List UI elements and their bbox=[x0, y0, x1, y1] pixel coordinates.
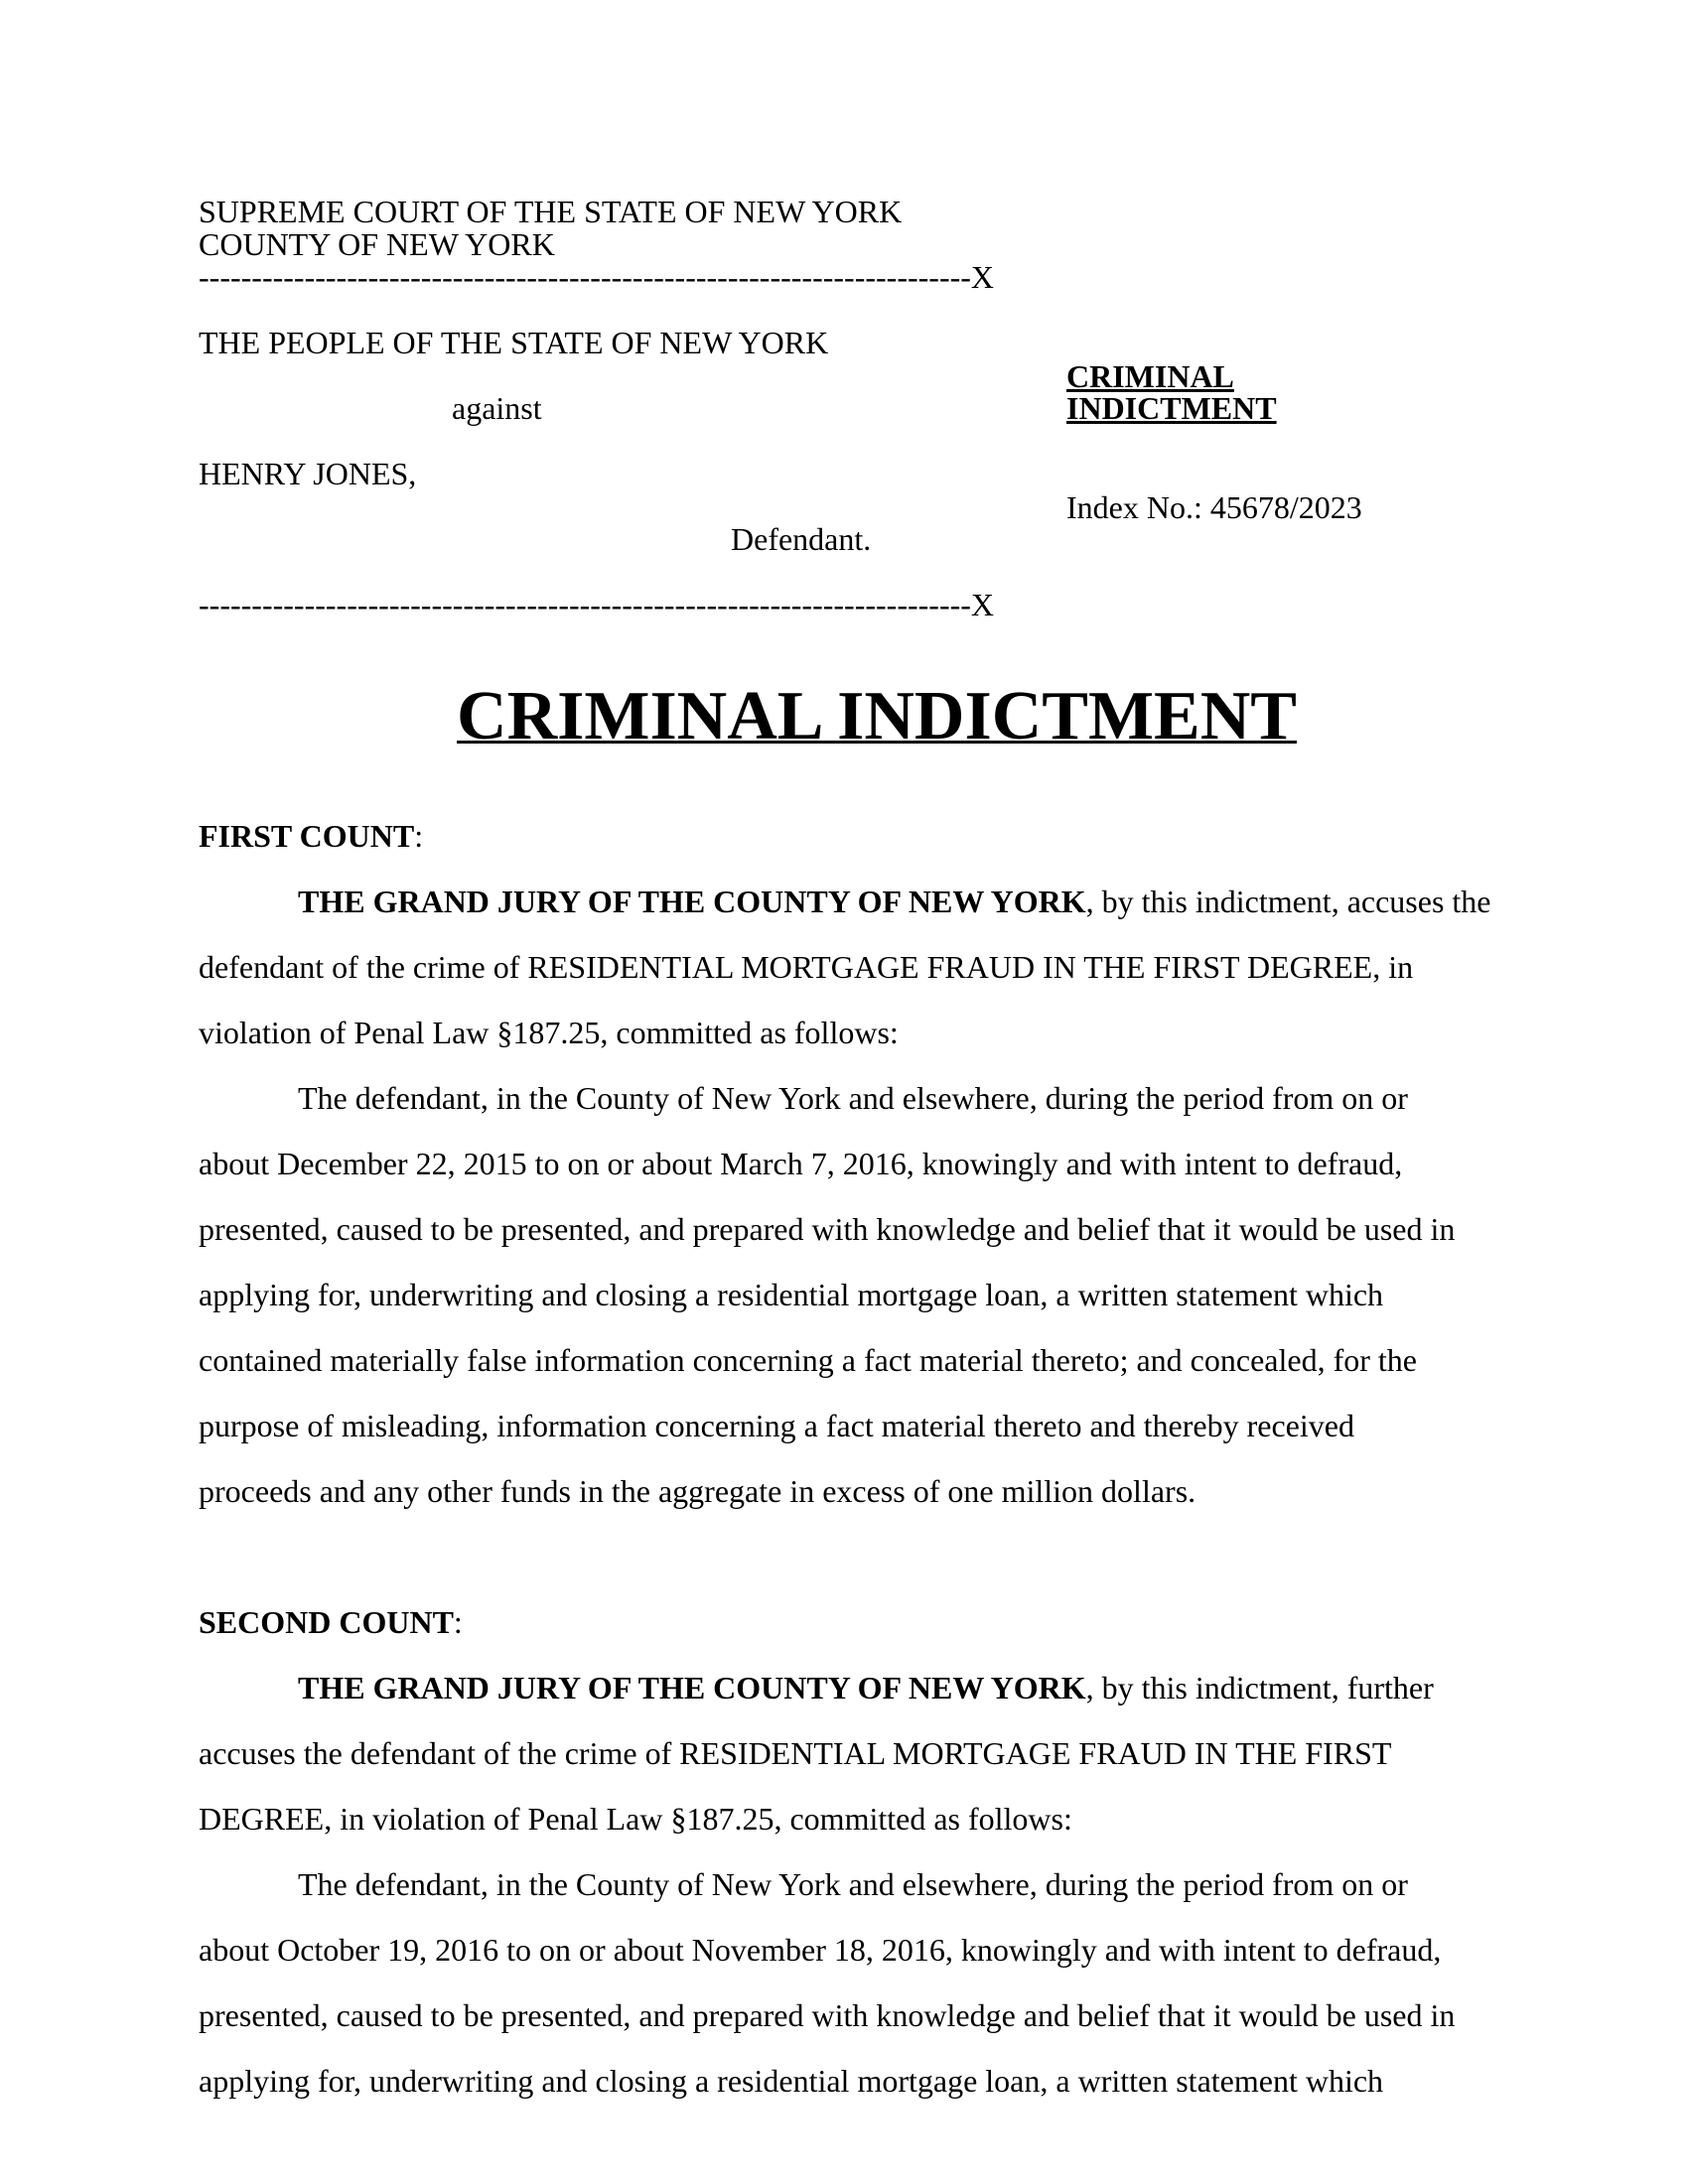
plaintiff-name: THE PEOPLE OF THE STATE OF NEW YORK bbox=[199, 325, 829, 360]
index-number: Index No.: 45678/2023 bbox=[1066, 489, 1362, 525]
count-paragraph-line: The defendant, in the County of New York and elsewhere, during the period from on or bbox=[298, 1866, 1408, 1902]
count-paragraph-line bbox=[298, 1668, 1434, 1707]
count-paragraph-line: proceeds and any other funds in the aggregate in excess of one million dollars. bbox=[199, 1473, 1196, 1509]
count-paragraph-line: purpose of misleading, information concerning a fact material thereto and thereby received bbox=[199, 1408, 1354, 1443]
count-paragraph-line: presented, caused to be presented, and prepared with knowledge and belief that it would be used in bbox=[199, 1997, 1456, 2033]
count-paragraph-line: about October 19, 2016 to on or about November 18, 2016, knowingly and with intent to defraud, bbox=[199, 1932, 1442, 1968]
count-paragraph-line: applying for, underwriting and closing a residential mortgage loan, a written statement which bbox=[199, 2063, 1384, 2099]
county-name: COUNTY OF NEW YORK bbox=[199, 226, 555, 262]
count-heading-suffix: : bbox=[414, 818, 424, 854]
grand-jury-lead: THE GRAND JURY OF THE COUNTY OF NEW YORK bbox=[298, 884, 1086, 919]
count-heading-label: FIRST COUNT bbox=[199, 818, 415, 854]
count-paragraph-line: violation of Penal Law §187.25, committed as follows: bbox=[199, 1015, 899, 1050]
page-title: CRIMINAL INDICTMENT bbox=[457, 678, 1297, 754]
count-heading bbox=[199, 1602, 463, 1642]
doc-type-line2: INDICTMENT bbox=[1066, 390, 1277, 426]
count-paragraph-line: contained materially false information concerning a fact material thereto; and concealed, for the bbox=[199, 1342, 1417, 1378]
defendant-name: HENRY JONES, bbox=[199, 456, 417, 491]
count-heading bbox=[199, 816, 423, 856]
count-paragraph-line: accuses the defendant of the crime of RESIDENTIAL MORTGAGE FRAUD IN THE FIRST bbox=[199, 1735, 1392, 1771]
count-text: , by this indictment, accuses the bbox=[1085, 884, 1491, 919]
count-paragraph-line: DEGREE, in violation of Penal Law §187.25, committed as follows: bbox=[199, 1801, 1072, 1837]
count-paragraph-line: presented, caused to be presented, and prepared with knowledge and belief that it would be used in bbox=[199, 1211, 1456, 1247]
grand-jury-lead: THE GRAND JURY OF THE COUNTY OF NEW YORK bbox=[298, 1670, 1086, 1706]
against-label: against bbox=[452, 390, 542, 426]
caption-rule-top: -------------------------------------------------------------------------X bbox=[199, 259, 995, 295]
caption-rule-bottom: -------------------------------------------------------------------------X bbox=[199, 587, 995, 622]
count-heading-label: SECOND COUNT bbox=[199, 1604, 454, 1640]
count-paragraph-line bbox=[298, 882, 1491, 921]
count-paragraph-line: applying for, underwriting and closing a residential mortgage loan, a written statement which bbox=[199, 1277, 1384, 1312]
count-paragraph-line: defendant of the crime of RESIDENTIAL MORTGAGE FRAUD IN THE FIRST DEGREE, in bbox=[199, 949, 1414, 985]
count-heading-suffix: : bbox=[453, 1604, 463, 1640]
court-name: SUPREME COURT OF THE STATE OF NEW YORK bbox=[199, 194, 903, 229]
count-paragraph-line: The defendant, in the County of New York and elsewhere, during the period from on or bbox=[298, 1080, 1408, 1116]
defendant-label: Defendant. bbox=[731, 521, 872, 557]
count-text: , by this indictment, further bbox=[1085, 1670, 1434, 1706]
count-paragraph-line: about December 22, 2015 to on or about March 7, 2016, knowingly and with intent to defraud, bbox=[199, 1146, 1403, 1181]
doc-type-line1: CRIMINAL bbox=[1066, 358, 1234, 394]
